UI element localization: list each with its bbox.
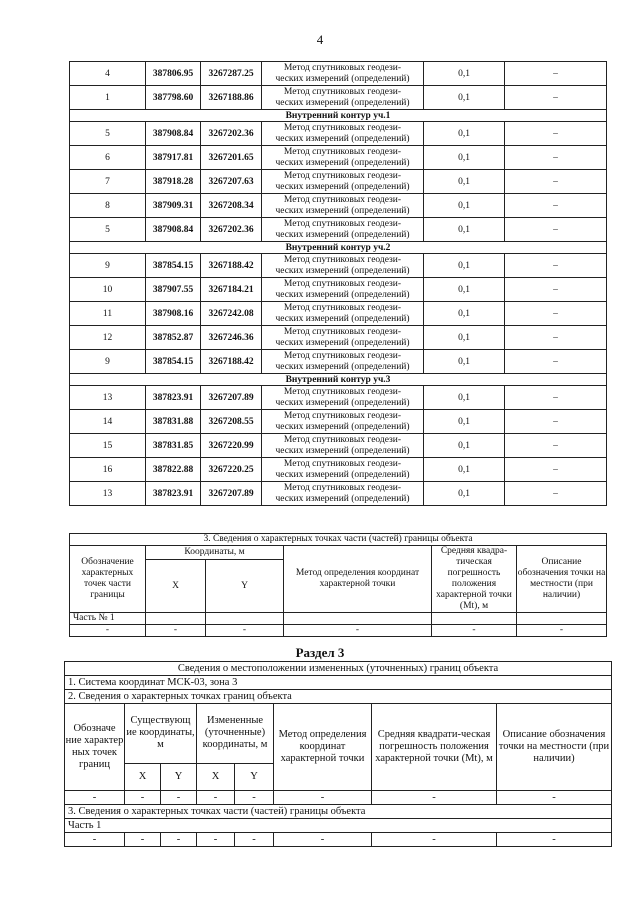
parts-table-title: 3. Сведения о характерных точках части (частей) границы объекта bbox=[70, 534, 607, 546]
error-value: 0,1 bbox=[424, 350, 505, 374]
method-cell bbox=[262, 350, 424, 374]
point-number: 10 bbox=[70, 278, 146, 302]
header-method: Метод определения координат характерной точки bbox=[274, 704, 372, 791]
method-cell bbox=[262, 86, 424, 110]
point-number: 4 bbox=[70, 62, 146, 86]
header-x: X bbox=[197, 763, 235, 790]
method-cell bbox=[262, 146, 424, 170]
method-line-1: Метод спутниковых геодези- bbox=[283, 459, 402, 469]
coordinate-x: 387909.31 bbox=[146, 194, 201, 218]
method-line-2: ческих измерений (определений) bbox=[275, 397, 410, 408]
coordinate-x: 387822.88 bbox=[146, 458, 201, 482]
dash-cell: - bbox=[65, 791, 125, 805]
method-cell bbox=[262, 482, 424, 506]
error-value: 0,1 bbox=[424, 86, 505, 110]
description-value: – bbox=[505, 146, 607, 170]
coordinate-x: 387798.60 bbox=[146, 86, 201, 110]
point-number: 5 bbox=[70, 122, 146, 146]
header-x: X bbox=[146, 560, 206, 613]
coordinate-x: 387823.91 bbox=[146, 386, 201, 410]
point-number: 6 bbox=[70, 146, 146, 170]
table-row bbox=[70, 170, 607, 194]
contour-header: Внутренний контур уч.2 bbox=[70, 242, 607, 254]
point-number: 13 bbox=[70, 386, 146, 410]
changed-borders-table bbox=[64, 661, 612, 847]
header-y: Y bbox=[235, 763, 274, 790]
coordinate-x: 387806.95 bbox=[146, 62, 201, 86]
header-method: Метод определения координат характерной точки bbox=[284, 546, 432, 613]
point-number: 11 bbox=[70, 302, 146, 326]
method-line-2: ческих измерений (определений) bbox=[275, 361, 410, 372]
table-row bbox=[70, 86, 607, 110]
description-value: – bbox=[505, 482, 607, 506]
coordinate-y: 3267207.89 bbox=[201, 386, 262, 410]
dash-cell: - bbox=[161, 791, 197, 805]
contour-header-row bbox=[70, 242, 607, 254]
points-title: 2. Сведения о характерных точках границ объекта bbox=[65, 690, 612, 704]
method-cell bbox=[262, 434, 424, 458]
dash-cell: - bbox=[125, 833, 161, 847]
description-value: – bbox=[505, 170, 607, 194]
parts-table bbox=[69, 533, 607, 637]
header-x: X bbox=[125, 763, 161, 790]
table-row bbox=[70, 254, 607, 278]
method-line-1: Метод спутниковых геодези- bbox=[283, 147, 402, 157]
error-value: 0,1 bbox=[424, 122, 505, 146]
method-cell bbox=[262, 122, 424, 146]
dash-cell: - bbox=[284, 625, 432, 637]
header-description: Описание обозначения точки на местности (при наличии) bbox=[497, 704, 612, 791]
coordinate-y: 3267188.86 bbox=[201, 86, 262, 110]
coordinate-y: 3267202.36 bbox=[201, 122, 262, 146]
dash-cell: - bbox=[70, 625, 146, 637]
method-line-1: Метод спутниковых геодези- bbox=[283, 387, 402, 397]
error-value: 0,1 bbox=[424, 482, 505, 506]
coordinate-x: 387908.84 bbox=[146, 218, 201, 242]
method-line-2: ческих измерений (определений) bbox=[275, 289, 410, 300]
method-line-2: ческих измерений (определений) bbox=[275, 493, 410, 504]
method-line-1: Метод спутниковых геодези- bbox=[283, 435, 402, 445]
error-value: 0,1 bbox=[424, 146, 505, 170]
coordinate-x: 387917.81 bbox=[146, 146, 201, 170]
description-value: – bbox=[505, 254, 607, 278]
description-value: – bbox=[505, 218, 607, 242]
point-number: 13 bbox=[70, 482, 146, 506]
dash-cell: - bbox=[197, 791, 235, 805]
contour-header-row bbox=[70, 374, 607, 386]
method-line-1: Метод спутниковых геодези- bbox=[283, 303, 402, 313]
dash-cell: - bbox=[274, 833, 372, 847]
method-cell bbox=[262, 302, 424, 326]
error-value: 0,1 bbox=[424, 458, 505, 482]
description-value: – bbox=[505, 302, 607, 326]
error-value: 0,1 bbox=[424, 386, 505, 410]
method-cell bbox=[262, 218, 424, 242]
coordinate-y: 3267188.42 bbox=[201, 254, 262, 278]
coordinate-x: 387823.91 bbox=[146, 482, 201, 506]
error-value: 0,1 bbox=[424, 326, 505, 350]
coordinate-x: 387831.85 bbox=[146, 434, 201, 458]
dash-cell: - bbox=[517, 625, 607, 637]
method-line-1: Метод спутниковых геодези- bbox=[283, 195, 402, 205]
table-row bbox=[70, 218, 607, 242]
page-number: 4 bbox=[316, 32, 324, 47]
dash-cell: - bbox=[372, 791, 497, 805]
description-value: – bbox=[505, 386, 607, 410]
point-number: 9 bbox=[70, 254, 146, 278]
description-value: – bbox=[505, 86, 607, 110]
error-value: 0,1 bbox=[424, 170, 505, 194]
dash-cell: - bbox=[146, 625, 206, 637]
table-row bbox=[70, 482, 607, 506]
method-line-1: Метод спутниковых геодези- bbox=[283, 351, 402, 361]
coordinate-y: 3267188.42 bbox=[201, 350, 262, 374]
header-description: Описание обозначения точки на местности (при наличии) bbox=[517, 546, 607, 613]
coordinate-y: 3267287.25 bbox=[201, 62, 262, 86]
table-row bbox=[70, 278, 607, 302]
point-number: 1 bbox=[70, 86, 146, 110]
point-number: 12 bbox=[70, 326, 146, 350]
method-line-2: ческих измерений (определений) bbox=[275, 265, 410, 276]
point-number: 9 bbox=[70, 350, 146, 374]
coordinate-y: 3267220.99 bbox=[201, 434, 262, 458]
part-points-title: 3. Сведения о характерных точках части (частей) границы объекта bbox=[65, 805, 612, 819]
section-3-title: Раздел 3 bbox=[295, 645, 345, 660]
method-line-1: Метод спутниковых геодези- bbox=[283, 327, 402, 337]
header-coordinates: Координаты, м bbox=[146, 546, 284, 560]
method-line-2: ческих измерений (определений) bbox=[275, 445, 410, 456]
coordinate-y: 3267184.21 bbox=[201, 278, 262, 302]
dash-cell: - bbox=[197, 833, 235, 847]
dash-cell: - bbox=[274, 791, 372, 805]
table-row bbox=[70, 410, 607, 434]
method-line-1: Метод спутниковых геодези- bbox=[283, 171, 402, 181]
method-line-2: ческих измерений (определений) bbox=[275, 337, 410, 348]
method-line-2: ческих измерений (определений) bbox=[275, 313, 410, 324]
coordinate-x: 387918.28 bbox=[146, 170, 201, 194]
coordinate-y: 3267246.36 bbox=[201, 326, 262, 350]
method-line-1: Метод спутниковых геодези- bbox=[283, 279, 402, 289]
table-row bbox=[70, 434, 607, 458]
header-designation: Обозначение характерных точек части границы bbox=[70, 546, 146, 613]
dash-cell: - bbox=[235, 833, 274, 847]
dash-cell: - bbox=[497, 791, 612, 805]
header-y: Y bbox=[161, 763, 197, 790]
method-cell bbox=[262, 278, 424, 302]
header-existing-coordinates: Существующ ие координаты, м bbox=[125, 704, 197, 764]
header-error: Средняя квадра-тическая погрешность положения характерной точки (Mt), м bbox=[432, 546, 517, 613]
table-row bbox=[70, 302, 607, 326]
coordinate-y: 3267201.65 bbox=[201, 146, 262, 170]
method-line-1: Метод спутниковых геодези- bbox=[283, 255, 402, 265]
coordinate-y: 3267207.89 bbox=[201, 482, 262, 506]
method-cell bbox=[262, 62, 424, 86]
dash-cell: - bbox=[497, 833, 612, 847]
description-value: – bbox=[505, 458, 607, 482]
coordinate-system: 1. Система координат МСК-03, зона 3 bbox=[65, 676, 612, 690]
method-cell bbox=[262, 386, 424, 410]
description-value: – bbox=[505, 194, 607, 218]
method-cell bbox=[262, 458, 424, 482]
coordinate-x: 387854.15 bbox=[146, 254, 201, 278]
header-y: Y bbox=[206, 560, 284, 613]
error-value: 0,1 bbox=[424, 254, 505, 278]
coordinate-y: 3267207.63 bbox=[201, 170, 262, 194]
dash-cell: - bbox=[432, 625, 517, 637]
point-number: 16 bbox=[70, 458, 146, 482]
method-line-2: ческих измерений (определений) bbox=[275, 181, 410, 192]
header-designation: Обозначе ние характер ных точек границ bbox=[65, 704, 125, 791]
method-line-2: ческих измерений (определений) bbox=[275, 157, 410, 168]
part-label: Часть № 1 bbox=[70, 613, 146, 625]
coordinate-x: 387852.87 bbox=[146, 326, 201, 350]
dash-cell: - bbox=[206, 625, 284, 637]
error-value: 0,1 bbox=[424, 302, 505, 326]
table-row bbox=[70, 326, 607, 350]
method-line-2: ческих измерений (определений) bbox=[275, 205, 410, 216]
coordinate-y: 3267242.08 bbox=[201, 302, 262, 326]
method-cell bbox=[262, 410, 424, 434]
coordinate-y: 3267208.34 bbox=[201, 194, 262, 218]
method-line-1: Метод спутниковых геодези- bbox=[283, 483, 402, 493]
part-label: Часть 1 bbox=[65, 819, 612, 833]
method-line-1: Метод спутниковых геодези- bbox=[283, 87, 402, 97]
table-row bbox=[70, 386, 607, 410]
description-value: – bbox=[505, 434, 607, 458]
coordinate-x: 387854.15 bbox=[146, 350, 201, 374]
method-line-1: Метод спутниковых геодези- bbox=[283, 123, 402, 133]
method-line-1: Метод спутниковых геодези- bbox=[283, 411, 402, 421]
contour-header: Внутренний контур уч.1 bbox=[70, 110, 607, 122]
table-row bbox=[70, 194, 607, 218]
description-value: – bbox=[505, 326, 607, 350]
section-3-subtitle: Сведения о местоположении измененных (уточненных) границ объекта bbox=[65, 662, 612, 676]
coordinate-x: 387908.84 bbox=[146, 122, 201, 146]
method-line-2: ческих измерений (определений) bbox=[275, 469, 410, 480]
table-row bbox=[70, 146, 607, 170]
method-line-2: ческих измерений (определений) bbox=[275, 73, 410, 84]
method-cell bbox=[262, 170, 424, 194]
error-value: 0,1 bbox=[424, 194, 505, 218]
method-cell bbox=[262, 254, 424, 278]
method-line-2: ческих измерений (определений) bbox=[275, 133, 410, 144]
dash-cell: - bbox=[65, 833, 125, 847]
header-error: Средняя квадрати-ческая погрешность положения характерной точки (Mt), м bbox=[372, 704, 497, 791]
error-value: 0,1 bbox=[424, 410, 505, 434]
coordinate-y: 3267220.25 bbox=[201, 458, 262, 482]
coordinate-x: 387831.88 bbox=[146, 410, 201, 434]
error-value: 0,1 bbox=[424, 434, 505, 458]
method-line-2: ческих измерений (определений) bbox=[275, 229, 410, 240]
coordinate-y: 3267202.36 bbox=[201, 218, 262, 242]
method-cell bbox=[262, 326, 424, 350]
error-value: 0,1 bbox=[424, 278, 505, 302]
contour-header-row bbox=[70, 110, 607, 122]
dash-cell: - bbox=[125, 791, 161, 805]
description-value: – bbox=[505, 122, 607, 146]
description-value: – bbox=[505, 278, 607, 302]
description-value: – bbox=[505, 350, 607, 374]
table-row bbox=[70, 122, 607, 146]
point-number: 15 bbox=[70, 434, 146, 458]
method-line-2: ческих измерений (определений) bbox=[275, 97, 410, 108]
point-number: 8 bbox=[70, 194, 146, 218]
coordinate-x: 387908.16 bbox=[146, 302, 201, 326]
coordinates-table bbox=[69, 61, 607, 506]
table-row bbox=[70, 62, 607, 86]
method-line-1: Метод спутниковых геодези- bbox=[283, 219, 402, 229]
point-number: 7 bbox=[70, 170, 146, 194]
table-row bbox=[70, 458, 607, 482]
method-cell bbox=[262, 194, 424, 218]
description-value: – bbox=[505, 410, 607, 434]
dash-cell: - bbox=[235, 791, 274, 805]
table-row bbox=[70, 350, 607, 374]
contour-header: Внутренний контур уч.3 bbox=[70, 374, 607, 386]
error-value: 0,1 bbox=[424, 218, 505, 242]
point-number: 14 bbox=[70, 410, 146, 434]
description-value: – bbox=[505, 62, 607, 86]
point-number: 5 bbox=[70, 218, 146, 242]
coordinate-x: 387907.55 bbox=[146, 278, 201, 302]
coordinate-y: 3267208.55 bbox=[201, 410, 262, 434]
dash-cell: - bbox=[372, 833, 497, 847]
header-changed-coordinates: Измененные (уточненные) координаты, м bbox=[197, 704, 274, 764]
method-line-1: Метод спутниковых геодези- bbox=[283, 63, 402, 73]
dash-cell: - bbox=[161, 833, 197, 847]
error-value: 0,1 bbox=[424, 62, 505, 86]
method-line-2: ческих измерений (определений) bbox=[275, 421, 410, 432]
